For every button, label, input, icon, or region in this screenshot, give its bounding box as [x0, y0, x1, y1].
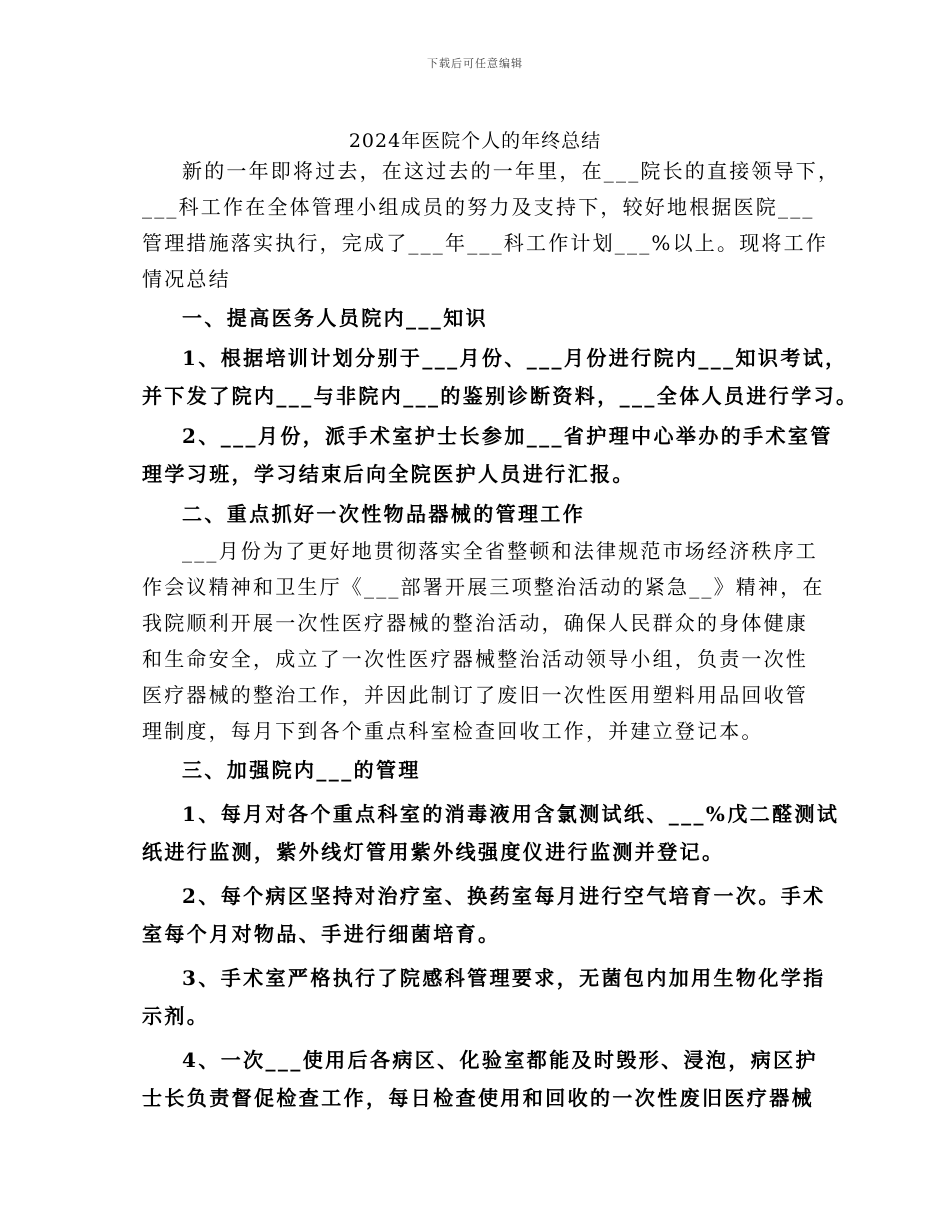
- text-line: 三、加强院内___的管理: [182, 758, 421, 782]
- intro-paragraph: [142, 153, 841, 297]
- document-body: [142, 153, 859, 1117]
- text-line: 理学习班，学习结束后向全院医护人员进行汇报。: [142, 462, 635, 486]
- header-note: 下载后可任意编辑: [427, 57, 523, 70]
- text-line: 二、重点抓好一次性物品器械的管理工作: [182, 502, 586, 526]
- text-line: 我院顺利开展一次性医疗器械的整治活动，确保人民群众的身体健康: [142, 611, 808, 635]
- text-line: 新的一年即将过去，在这过去的一年里，在___院长的直接领导下，: [182, 159, 841, 183]
- text-line: 1、每月对各个重点科室的消毒液用含氯测试纸、___%戊二醛测试: [182, 802, 840, 826]
- text-line: 2、每个病区坚持对治疗室、换药室每月进行空气培育一次。手术: [182, 884, 826, 908]
- text-line: 纸进行监测，紫外线灯管用紫外线强度仪进行监测并登记。: [142, 840, 725, 864]
- text-line: 并下发了院内___与非院内___的鉴别诊断资料，___全体人员进行学习。: [142, 384, 859, 408]
- section-3-item-2: [142, 877, 826, 953]
- text-line: 管理措施落实执行，完成了___年___科工作计划___%以上。现将工作: [142, 231, 829, 255]
- text-line: 理制度，每月下到各个重点科室检查回收工作，并建立登记本。: [142, 719, 764, 743]
- text-line: 4、一次___使用后各病区、化验室都能及时毁形、浸泡，病区护: [182, 1048, 818, 1072]
- section-3-item-4: [142, 1041, 818, 1117]
- section-2-paragraph: [142, 533, 825, 749]
- text-line: 3、手术室严格执行了院感科管理要求，无菌包内加用生物化学指: [182, 966, 826, 990]
- section-heading-2: [142, 495, 810, 533]
- text-line: 情况总结: [142, 267, 231, 291]
- text-line: ___科工作在全体管理小组成员的努力及支持下，较好地根据医院___: [142, 195, 815, 219]
- text-line: 2、___月份，派手术室护士长参加___省护理中心举办的手术室管: [182, 424, 833, 448]
- text-line: 示剂。: [142, 1004, 210, 1028]
- section-1-item-1: [142, 339, 859, 415]
- section-heading-1: [142, 299, 810, 337]
- section-1-item-2: [142, 417, 833, 493]
- text-line: 1、根据培训计划分别于___月份、___月份进行院内___知识考试，: [182, 346, 848, 370]
- text-line: 一、提高医务人员院内___知识: [182, 306, 488, 330]
- text-line: 室每个月对物品、手进行细菌培育。: [142, 922, 501, 946]
- text-line: 士长负责督促检查工作，每日检查使用和回收的一次性废旧医疗器械: [142, 1086, 814, 1110]
- text-line: ___月份为了更好地贯彻落实全省整顿和法律规范市场经济秩序工: [182, 539, 818, 563]
- text-line: 作会议精神和卫生厅《___部署开展三项整治活动的紧急__》精神，在: [142, 575, 825, 599]
- section-heading-3: [142, 751, 810, 789]
- text-line: 医疗器械的整治工作，并因此制订了废旧一次性医用塑料用品回收管: [142, 683, 808, 707]
- section-3-item-1: [142, 795, 840, 871]
- section-3-item-3: [142, 959, 826, 1035]
- document-title: 2024年医院个人的年终总结: [348, 130, 602, 152]
- text-line: 和生命安全，成立了一次性医疗器械整治活动领导小组，负责一次性: [142, 647, 808, 671]
